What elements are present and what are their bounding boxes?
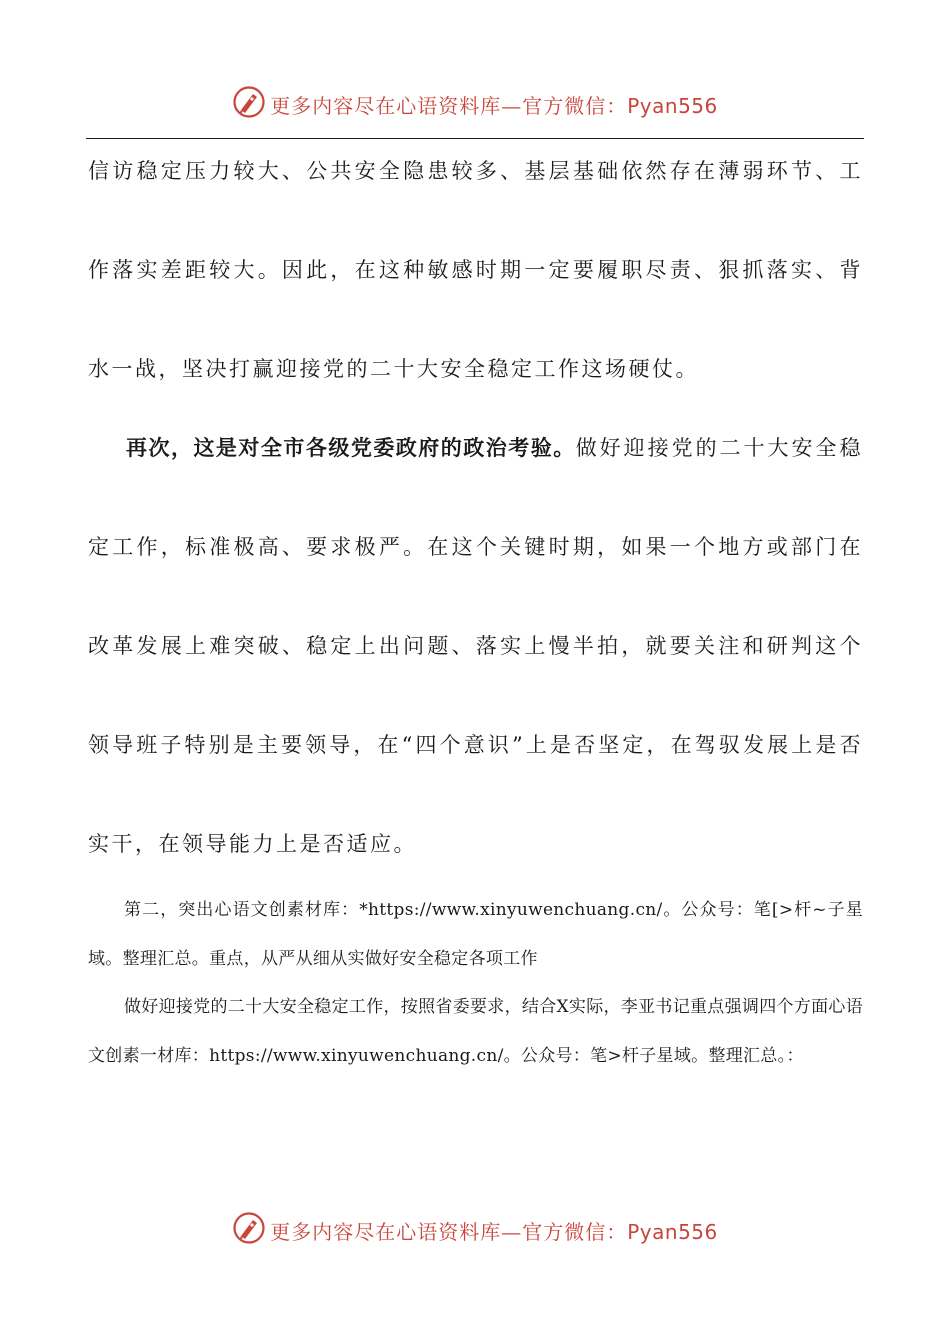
header-official-label: 官方微信：	[522, 93, 628, 118]
paragraph-2-lead: 再次，这是对全市各级党委政府的政治考验。	[126, 435, 576, 460]
paragraph-2-body: 做好迎接党的二十大安全稳定工作，标准极高、要求极严。在这个关键时期，如果一个地方或部门在改革发展上难突破、稳定上出问题、落实上慢半拍，就要关注和研判这个领导班子特别是主要领导，在“四个意识”上是否坚定，在驾驭发展上是否实干，在领导能力上是否适应。	[88, 436, 864, 856]
paragraph-2	[88, 398, 863, 894]
pen-nib-logo-icon	[232, 85, 266, 123]
header-brand	[270, 90, 718, 119]
pen-nib-logo-icon	[232, 1211, 266, 1249]
footer-brand-text: 更多内容尽在心语资料库	[270, 1219, 502, 1244]
footer-official-label: 官方微信：	[522, 1219, 628, 1244]
page-header	[0, 82, 950, 126]
footer-dash: —	[501, 1219, 523, 1244]
page-footer	[0, 1208, 950, 1252]
header-dash: —	[501, 93, 523, 118]
footer-brand	[270, 1216, 718, 1245]
header-brand-text: 更多内容尽在心语资料库	[270, 93, 502, 118]
header-wechat-id: Pyan556	[627, 93, 718, 118]
paragraph-1: 信访稳定压力较大、公共安全隐患较多、基层基础依然存在薄弱环节、工作落实差距较大。因此，在这种敏感时期一定要履职尽责、狠抓落实、背水一战，坚决打赢迎接党的二十大安全稳定工作这场硬仗。	[88, 159, 863, 381]
paragraph-4: 做好迎接党的二十大安全稳定工作，按照省委要求，结合X实际，李亚书记重点强调四个方面心语文创素一材库：https://www.xinyuwenchuang.cn/。公众号：笔>杆子星域。整理汇总。：	[88, 997, 864, 1066]
footer-wechat-id: Pyan556	[627, 1219, 718, 1244]
paragraph-3: 第二，突出心语文创素材库：*https://www.xinyuwenchuang.cn/。公众号：笔[>杆~子星域。整理汇总。重点，从严从细从实做好安全稳定各项工作	[88, 900, 863, 969]
